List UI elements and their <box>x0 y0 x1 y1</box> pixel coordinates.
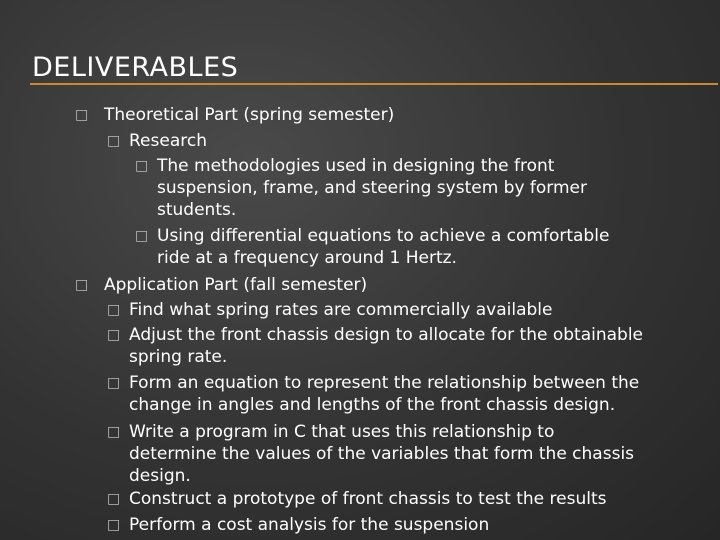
bullet-icon: □ <box>75 277 89 293</box>
bullet-icon: □ <box>107 302 121 318</box>
bullet-icon: □ <box>107 327 121 343</box>
bullet-item <box>107 421 635 487</box>
item-line: spring rate. <box>129 347 228 367</box>
item-line: Theoretical Part (spring semester) <box>104 105 395 125</box>
bullet-item <box>107 514 490 536</box>
item-line: ride at a frequency around 1 Hertz. <box>157 248 457 268</box>
item-line: Application Part (fall semester) <box>104 275 368 295</box>
bullet-item <box>107 324 644 368</box>
bullet-icon: □ <box>107 424 121 440</box>
item-line: Construct a prototype of front chassis to test the results <box>129 489 607 509</box>
bullet-icon: □ <box>107 491 121 507</box>
bullet-item <box>107 299 553 321</box>
item-line: students. <box>157 200 237 220</box>
bullet-icon: □ <box>75 107 89 123</box>
bullet-item <box>75 274 368 296</box>
item-line: design. <box>129 466 191 486</box>
item-line: Using differential equations to achieve a comfortable <box>157 226 610 246</box>
bullet-item <box>135 225 610 269</box>
item-line: Research <box>129 131 207 151</box>
item-line: Adjust the front chassis design to allocate for the obtainable <box>129 325 644 345</box>
bullet-item <box>75 104 395 126</box>
item-line: determine the values of the variables that form the chassis <box>129 444 635 464</box>
item-line: Form an equation to represent the relationship between the <box>129 373 640 393</box>
title-underline <box>30 83 718 85</box>
item-line: change in angles and lengths of the front chassis design. <box>129 395 616 415</box>
slide-title: DELIVERABLES <box>32 52 239 83</box>
item-line: Write a program in C that uses this relationship to <box>129 422 555 442</box>
bullet-icon: □ <box>107 375 121 391</box>
bullet-icon: □ <box>107 133 121 149</box>
bullet-icon: □ <box>135 158 149 174</box>
bullet-item <box>107 130 207 152</box>
item-line: Find what spring rates are commercially available <box>129 300 553 320</box>
item-line: suspension, frame, and steering system by former <box>157 178 588 198</box>
item-line: Perform a cost analysis for the suspension <box>129 515 490 535</box>
bullet-item <box>107 372 640 416</box>
bullet-item <box>135 155 588 221</box>
item-line: The methodologies used in designing the front <box>157 156 555 176</box>
bullet-item <box>107 488 607 510</box>
bullet-icon: □ <box>135 228 149 244</box>
bullet-icon: □ <box>107 517 121 533</box>
